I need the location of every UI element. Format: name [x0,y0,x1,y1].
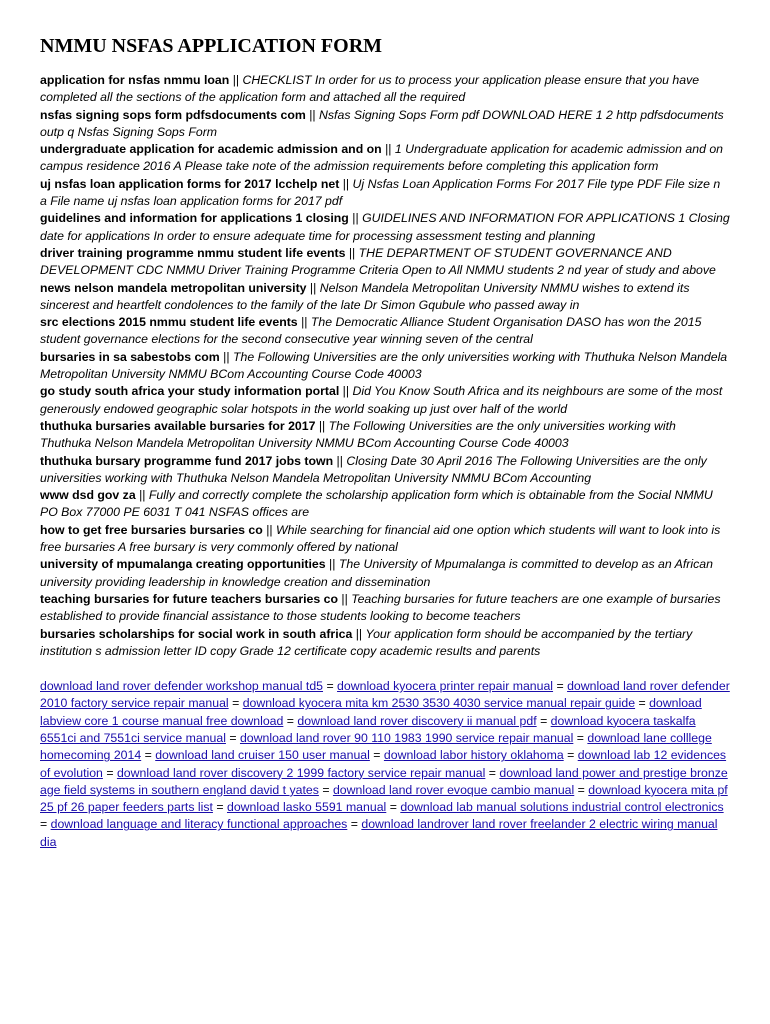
entry-title: undergraduate application for academic admission and on [40,142,382,157]
entry-title: how to get free bursaries bursaries co [40,522,263,537]
entry-description: Your application form should be accompanied by the tertiary institution s admission letter ID copy Grade 12 certificate copy academic results and parents [40,626,693,658]
entry-separator: || [223,349,230,364]
entry-separator: || [232,73,240,87]
download-link[interactable]: download language and literacy functional approaches [50,817,348,832]
entry-separator: || [139,488,146,503]
entry-item [40,591,730,626]
link-separator: = [322,782,330,797]
entry-item [40,487,730,522]
entry-description: Did You Know South Africa and its neighbours are some of the most generously endowed geographic solar hotspots in the world soaking up just over half of the world [40,384,723,416]
entry-title: nsfas signing sops form pdfsdocuments com [40,107,306,122]
entry-item [40,626,730,661]
entry-item [40,453,730,488]
entry-description: Closing Date 30 April 2016 The Following Universities are the only universities working with Thuthuka Nelson Mandela Metropolitan University NMMU BCom Accounting [40,453,707,485]
entry-description: THE DEPARTMENT OF STUDENT GOVERNANCE AND DEVELOPMENT CDC NMMU Driver Training Programme Criteria Open to All NMMU students 2 nd year of study and above [40,245,716,278]
link-separator: = [576,730,584,745]
link-separator: = [40,817,48,832]
entry-description: Fully and correctly complete the scholarship application form which is obtainable from the Social NMMU PO Box 77000 PE 6031 T 041 NSFAS offices are [40,488,713,520]
link-separator: = [488,765,496,780]
entry-item [40,314,730,349]
download-link[interactable]: download kyocera printer repair manual [337,679,554,694]
entry-list [40,72,730,660]
entry-separator: || [355,626,363,641]
entry-title: uj nsfas loan application forms for 2017 lcchelp net [40,176,340,191]
entry-description: 1 Undergraduate application for academic admission and on campus residence 2016 A Please take note of the admission requirements before completing this application form [40,142,724,174]
entry-item [40,349,730,384]
link-separator: = [638,696,646,711]
entry-description: The Democratic Alliance Student Organisation DASO has won the 2015 student governance elections for the second consecutive year winning seven of the central [40,315,702,347]
entry-title: thuthuka bursaries available bursaries for 2017 [40,418,316,433]
link-separator: = [567,748,575,763]
entry-item [40,176,730,211]
entry-separator: || [341,591,348,606]
entry-title: driver training programme nmmu student life events [40,245,346,260]
link-separator: = [373,748,381,763]
entry-title: application for nsfas nmmu loan [40,73,230,87]
link-list [40,678,730,851]
entry-separator: || [385,142,392,157]
entry-title: bursaries in sa sabestobs com [40,349,220,364]
entry-title: guidelines and information for applications 1 closing [40,211,349,226]
download-link[interactable]: download lab manual solutions industrial control electronics [400,800,724,815]
entry-item [40,418,730,453]
entry-item [40,141,730,176]
link-separator: = [389,800,397,815]
entry-description: CHECKLIST In order for us to process your application please ensure that you have completed all the sections of the application form and attached all the required [40,73,700,105]
entry-description: The University of Mpumalanga is committed to develop as an African university providing leadership in knowledge creation and dissemination [40,557,713,589]
download-link[interactable]: download land rover discovery ii manual pdf [297,713,537,728]
download-link[interactable]: download kyocera mita pf 25 pf 26 paper feeders parts list [40,782,728,815]
link-separator: = [326,679,334,694]
link-separator: = [232,696,240,711]
download-link[interactable]: download land rover defender workshop manual td5 [40,679,324,694]
link-separator: = [229,730,237,745]
link-separator: = [350,817,358,832]
entry-title: university of mpumalanga creating opportunities [40,557,326,572]
entry-description: Uj Nsfas Loan Application Forms For 2017 File type PDF File size n a File name uj nsfas loan application forms for 2017 pdf [40,176,721,209]
download-link[interactable]: download land cruiser 150 user manual [155,748,370,763]
entry-title: bursaries scholarships for social work in south africa [40,626,353,641]
entry-title: src elections 2015 nmmu student life events [40,315,298,330]
entry-separator: || [352,211,359,226]
entry-title: go study south africa your study information portal [40,384,340,399]
download-link[interactable]: download land rover defender 2010 factory service repair manual [40,679,730,711]
entry-separator: || [318,418,326,433]
download-link[interactable]: download kyocera mita km 2530 3530 4030 service manual repair guide [242,696,636,711]
entry-title: news nelson mandela metropolitan university [40,280,307,295]
entry-item [40,556,730,591]
entry-separator: || [329,557,336,572]
entry-description: While searching for financial aid one option which students will want to look into is free bursaries A free bursary is very commonly offered by national [40,522,721,555]
entry-title: thuthuka bursary programme fund 2017 jobs town [40,453,334,468]
entry-description: Nelson Mandela Metropolitan University NMMU wishes to extend its sincerest and heartfelt condolences to the family of the late Dr Simon Gqubule who passed away in [40,280,690,312]
entry-item [40,245,730,280]
download-link[interactable]: download land power and prestige bronze age field systems in southern england david t yates [40,765,728,797]
download-link[interactable]: download kyocera taskalfa 6551ci and 7551ci service manual [40,713,696,745]
download-link[interactable]: download lasko 5591 manual [226,800,387,815]
link-separator: = [577,782,585,797]
entry-item [40,210,730,245]
entry-item [40,107,730,142]
entry-separator: || [342,384,350,399]
entry-description: Teaching bursaries for future teachers are one example of bursaries established to provide financial assistance to those students looking to become teachers [40,591,721,624]
entry-item [40,72,730,107]
download-link[interactable]: download land rover 90 110 1983 1990 service repair manual [239,730,574,745]
entry-title: www dsd gov za [40,488,136,503]
download-link[interactable]: download land rover discovery 2 1999 factory service repair manual [116,765,486,780]
entry-item [40,280,730,315]
entry-separator: || [348,245,356,260]
entry-separator: || [336,453,343,468]
download-link[interactable]: download labview core 1 course manual free download [40,696,702,728]
entry-description: Nsfas Signing Sops Form pdf DOWNLOAD HERE 1 2 http pdfsdocuments outp q Nsfas Signing Sops Form [40,107,724,139]
entry-separator: || [309,107,316,122]
entry-item [40,383,730,418]
link-separator: = [286,713,294,728]
link-separator: = [216,800,224,815]
download-link[interactable]: download labor history oklahoma [383,748,564,763]
entry-description: The Following Universities are the only universities working with Thuthuka Nelson Mandela Metropolitan University NMMU BCom Accounting Course Code 40003 [40,349,728,382]
download-link[interactable]: download landrover land rover freelander 2 electric wiring manual dia [40,817,718,849]
page-title: NMMU NSFAS APPLICATION FORM [40,35,383,57]
entry-separator: || [266,522,273,537]
entry-separator: || [342,176,350,191]
entry-separator: || [301,315,308,330]
entry-description: GUIDELINES AND INFORMATION FOR APPLICATIONS 1 Closing date for applications In order to ensure adequate time for processing assessment testing and planning [40,211,730,243]
link-separator: = [556,679,564,694]
link-separator: = [540,713,548,728]
entry-item [40,522,730,557]
download-link[interactable]: download lab 12 evidences of evolution [40,748,727,780]
link-separator: = [106,765,114,780]
entry-title: teaching bursaries for future teachers bursaries co [40,591,338,606]
entry-separator: || [309,280,317,295]
download-link[interactable]: download lane colllege homecoming 2014 [40,730,712,763]
link-separator: = [144,748,152,763]
download-link[interactable]: download land rover evoque cambio manual [332,782,575,797]
entry-description: The Following Universities are the only universities working with Thuthuka Nelson Mandela Metropolitan University NMMU BCom Accounting Course Code 40003 [40,418,676,451]
